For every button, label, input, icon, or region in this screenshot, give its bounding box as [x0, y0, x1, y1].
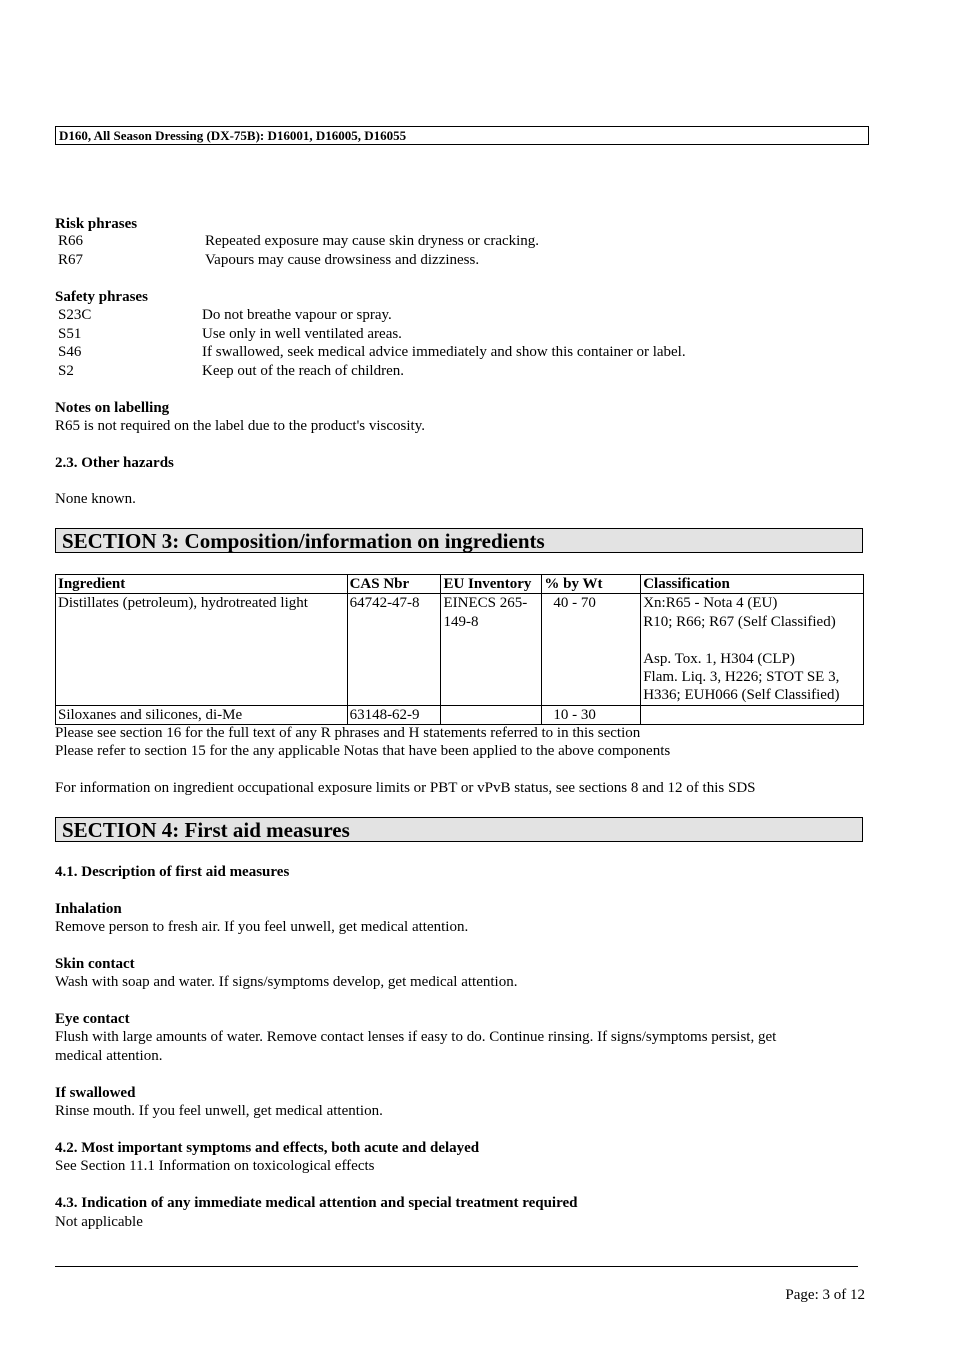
safety-text: Keep out of the reach of children.	[202, 363, 404, 379]
column-header: Ingredient	[56, 575, 348, 594]
eu-inventory-line: EINECS 265-	[443, 595, 528, 612]
table-row	[56, 594, 864, 705]
ingredient-cell: Siloxanes and silicones, di-Me	[56, 705, 348, 724]
risk-text: Repeated exposure may cause skin dryness or cracking.	[205, 233, 540, 249]
document-header: D160, All Season Dressing (DX-75B): D16001, D16005, D16055	[55, 126, 869, 145]
classification-cell	[641, 594, 864, 705]
safety-code: S2	[58, 363, 74, 379]
eye-contact-text: medical attention.	[55, 1048, 163, 1064]
eu-inventory-cell	[441, 594, 542, 705]
weight-cell: 10 - 30	[542, 705, 641, 724]
eye-contact-heading: Eye contact	[55, 1011, 130, 1027]
safety-code: S23C	[58, 307, 92, 323]
ingredient-cell: Distillates (petroleum), hydrotreated light	[56, 594, 348, 705]
notes-labelling-text: R65 is not required on the label due to the product's viscosity.	[55, 418, 425, 434]
inhalation-heading: Inhalation	[55, 901, 122, 917]
inhalation-text: Remove person to fresh air. If you feel unwell, get medical attention.	[55, 919, 469, 935]
section-3-note: Please refer to section 15 for the any applicable Notas that have been applied to the above components	[55, 743, 671, 759]
if-swallowed-text: Rinse mouth. If you feel unwell, get medical attention.	[55, 1103, 383, 1119]
page-number: Page: 3 of 12	[785, 1287, 865, 1303]
risk-code: R66	[58, 233, 84, 249]
skin-contact-heading: Skin contact	[55, 956, 135, 972]
section-3-note: For information on ingredient occupational exposure limits or PBT or vPvB status, see sections 8 and 12 of this SDS	[55, 780, 756, 796]
subsection-heading: 4.3. Indication of any immediate medical attention and special treatment required	[55, 1195, 578, 1211]
cas-cell: 64742-47-8	[347, 594, 441, 705]
classification-line: H336; EUH066 (Self Classified)	[643, 687, 840, 704]
eu-inventory-line: 149-8	[443, 613, 479, 630]
safety-text: Do not breathe vapour or spray.	[202, 307, 392, 323]
safety-phrases-heading: Safety phrases	[55, 289, 148, 305]
classification-line: Xn:R65 - Nota 4 (EU)	[643, 595, 778, 612]
skin-contact-text: Wash with soap and water. If signs/symptoms develop, get medical attention.	[55, 974, 518, 990]
notes-labelling-heading: Notes on labelling	[55, 400, 170, 416]
subsection-text: See Section 11.1 Information on toxicological effects	[55, 1158, 375, 1174]
cas-cell: 63148-62-9	[347, 705, 441, 724]
classification-line: R10; R66; R67 (Self Classified)	[643, 613, 836, 630]
classification-cell	[641, 705, 864, 724]
subsection-heading: 4.1. Description of first aid measures	[55, 864, 290, 880]
if-swallowed-heading: If swallowed	[55, 1085, 136, 1101]
table-header-row	[56, 575, 864, 594]
risk-code: R67	[58, 252, 84, 268]
safety-code: S51	[58, 326, 82, 342]
safety-code: S46	[58, 344, 82, 360]
eye-contact-text: Flush with large amounts of water. Remove contact lenses if easy to do. Continue rinsing. If signs/symptoms persist, get	[55, 1029, 777, 1045]
section-3-note: Please see section 16 for the full text of any R phrases and H statements referred to in this section	[55, 725, 641, 741]
risk-phrases-heading: Risk phrases	[55, 216, 138, 232]
composition-table	[55, 574, 864, 725]
column-header: Classification	[641, 575, 864, 594]
eu-inventory-cell	[441, 705, 542, 724]
column-header: % by Wt	[542, 575, 641, 594]
other-hazards-text: None known.	[55, 491, 136, 507]
subsection-heading: 4.2. Most important symptoms and effects, both acute and delayed	[55, 1140, 480, 1156]
section-4-title: SECTION 4: First aid measures	[55, 817, 863, 842]
safety-text: If swallowed, seek medical advice immediately and show this container or label.	[202, 344, 686, 360]
weight-cell: 40 - 70	[542, 594, 641, 705]
risk-text: Vapours may cause drowsiness and dizziness.	[205, 252, 480, 268]
section-3-title: SECTION 3: Composition/information on ingredients	[55, 528, 863, 553]
column-header: EU Inventory	[441, 575, 542, 594]
table-row	[56, 705, 864, 724]
other-hazards-heading: 2.3. Other hazards	[55, 455, 174, 471]
column-header: CAS Nbr	[347, 575, 441, 594]
safety-text: Use only in well ventilated areas.	[202, 326, 402, 342]
classification-line	[643, 631, 861, 649]
footer-divider	[55, 1266, 858, 1267]
subsection-text: Not applicable	[55, 1214, 143, 1230]
classification-line: Flam. Liq. 3, H226; STOT SE 3,	[643, 669, 840, 686]
classification-line: Asp. Tox. 1, H304 (CLP)	[643, 650, 795, 667]
